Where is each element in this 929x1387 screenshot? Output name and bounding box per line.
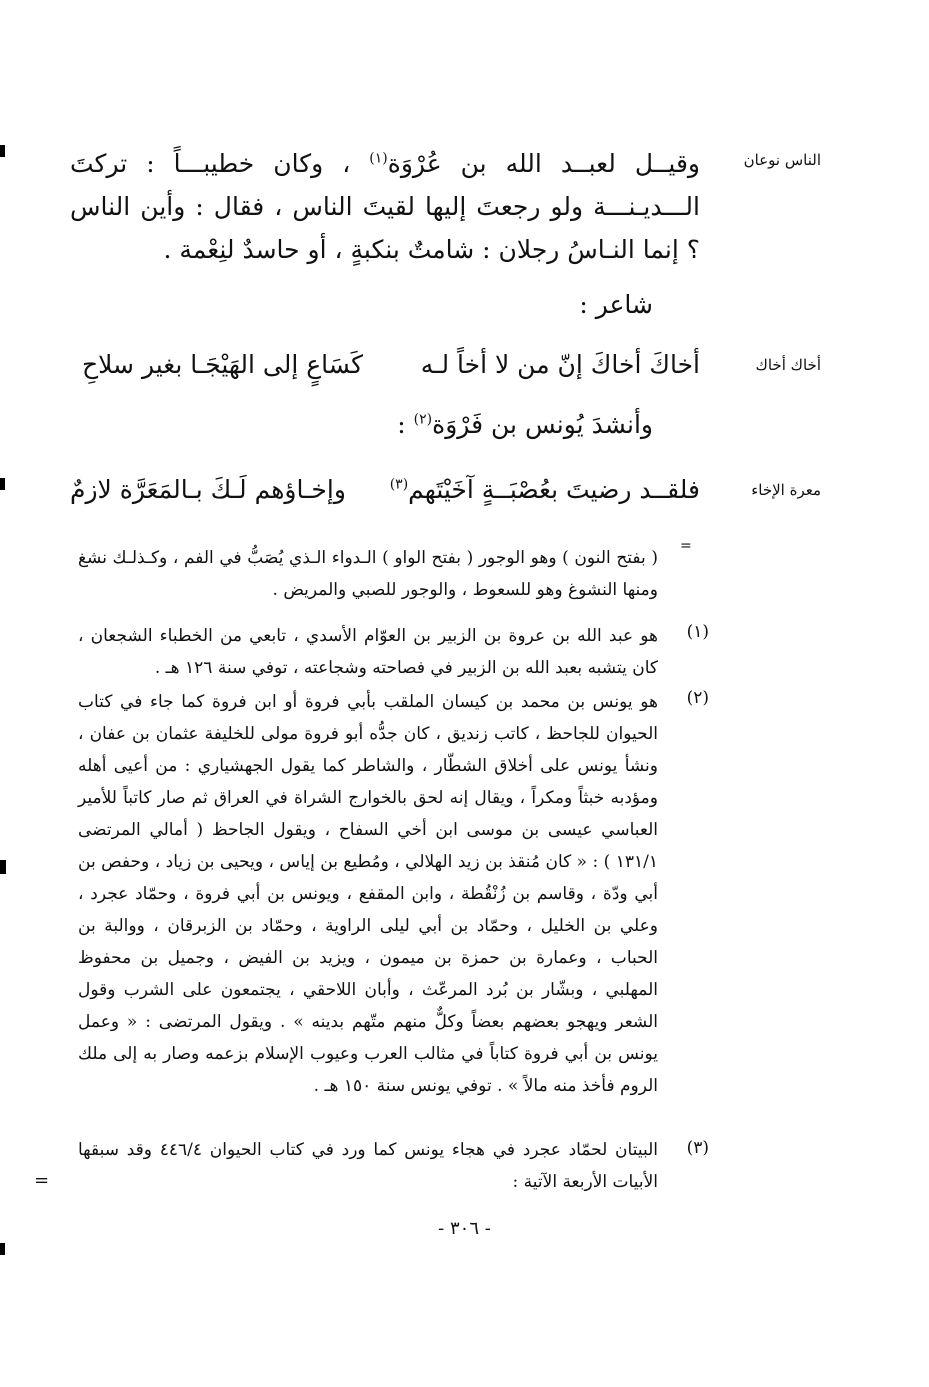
- footnote-number: (٢): [686, 688, 709, 708]
- body-paragraph: [70, 142, 700, 271]
- paragraph-text: وأنشدَ يُونس بن فَرْوَة: [432, 410, 653, 439]
- footnote-2: هو يونس بن محمد بن كيسان الملقب بأبي فروة أو ابن فروة كما جاء في كتاب الحيوان للجاحظ ، كاتب زنديق ، كان جدُّه أبو فروة مولى للخليفة عثمان بن عفان ، ونشأ يونس على أخلاق الشطّار ، والشاطر كما يقول الجهشياري : من أعيى أهله ومؤدبه خبثاً ومكراً ، ويقال إنه لحق بالخوارج الشراة في العراق ثم صار كاتباً للأمير العباسي عيسى بن موسى ابن أخي السفاح ، ويقول الجاحظ ( أمالي المرتضى ١٣١/١ ) : « كان مُنقذ بن زيد الهلالي ، ومُطيع بن إياس ، ويحيى بن زياد ، وحفص بن أبي ودّة ، وقاسم بن زُنْقُطة ، وابن المقفع ، ويونس بن أبي فروة ، وحمّاد عجرد ، وعلي بن الخليل ، وحمّاد بن أبي ليلى الراوية ، وحمّاد بن الزبرقان ، ووالبة بن الحباب ، وعمارة بن حمزة بن ميمون ، ويزيد بن الفيض ، وجميل بن محفوظ المهلبي ، وبشّار بن بُرد المرعّث ، وأبان اللاحقي ، يجتمعون على الشرب وقول الشعر ويهجو بعضهم بعضاً وكلٌّ منهم متّهم بدينه » . ويقول المرتضى : « وعمل يونس بن أبي فروة كتاباً في مثالب العرب وعيوب الإسلام بزعمه وصار به إلى ملك الروم فأخذ منه مالاً » . توفي يونس سنة ١٥٠ هـ .: [78, 692, 658, 1096]
- footnote-reference: (١): [369, 150, 388, 167]
- footnote-reference: (٣): [389, 476, 409, 493]
- paragraph-text: ، وكان خطيبـــاً : تركتَ الـــديـنـــة ولو رجعتَ إليها لقيتَ الناس ، فقال : وأين الناس ؟ إنما النـاسُ رجلان : شامتٌ بنكبةٍ ، أو حاسدٌ لنِعْمة .: [70, 149, 700, 264]
- paragraph-text: :: [397, 410, 406, 439]
- footnote-number: (٣): [686, 1138, 709, 1158]
- verse-hemistich: أخاكَ أخاكَ إنّ من لا أخاً لـه: [420, 350, 700, 379]
- scan-edge-mark: [0, 478, 5, 490]
- verse-hemistich: كَسَاعٍ إلى الهَيْجَـا بغير سلاحِ: [82, 350, 363, 379]
- recitation-intro: [397, 410, 653, 439]
- margin-rule-mark: =: [34, 1170, 50, 1191]
- footnote-continued: ( بفتح النون ) وهو الوجور ( بفتح الواو ) الـدواء الـذي يُصَبُّ في الفم ، وكـذلـك نشغ ومنها النشوغ وهو للسعوط ، والوجور للصبي والمريض .: [78, 548, 658, 600]
- paragraph-text: وقيــل لعبــد الله بن عُرْوَة: [387, 149, 700, 178]
- footnote-3: البيتان لحمّاد عجرد في هجاء يونس كما ورد في كتاب الحيوان ٤٤٦/٤ وقد سبقها الأبيات الأربعة الآتية :: [78, 1140, 659, 1192]
- page-number: - ٣٠٦ -: [438, 1218, 491, 1239]
- scan-edge-mark: [0, 145, 5, 157]
- footnote-1: هو عبد الله بن عروة بن الزبير بن العوّام الأسدي ، تابعي من الخطباء الشجعان ، كان يتشبه بعبد الله بن الزبير في فصاحته وشجاعته ، توفي سنة ١٢٦ هـ .: [78, 626, 658, 678]
- poet-label: شاعر :: [579, 290, 653, 319]
- scan-edge-mark: [0, 1243, 5, 1255]
- footnote-continuation-mark: =: [680, 538, 692, 554]
- margin-heading: أخاك أخاك: [755, 356, 821, 374]
- scan-edge-mark: [0, 860, 6, 874]
- verse-hemistich: فلقــد رضيتَ بعُصْبَــةٍ آخَيْتَهم: [408, 475, 700, 504]
- verse-line: [70, 475, 700, 515]
- margin-heading: الناس نوعان: [743, 151, 821, 169]
- verse-line: [70, 350, 700, 390]
- verse-hemistich-with-note: [390, 475, 700, 504]
- footnote-number: (١): [686, 622, 709, 642]
- verse-hemistich: وإخـاؤهم لَـكَ بـالمَعَرَّة لازمٌ: [70, 475, 346, 504]
- footnote-reference: (٢): [413, 411, 433, 428]
- margin-heading: معرة الإخاء: [751, 481, 821, 499]
